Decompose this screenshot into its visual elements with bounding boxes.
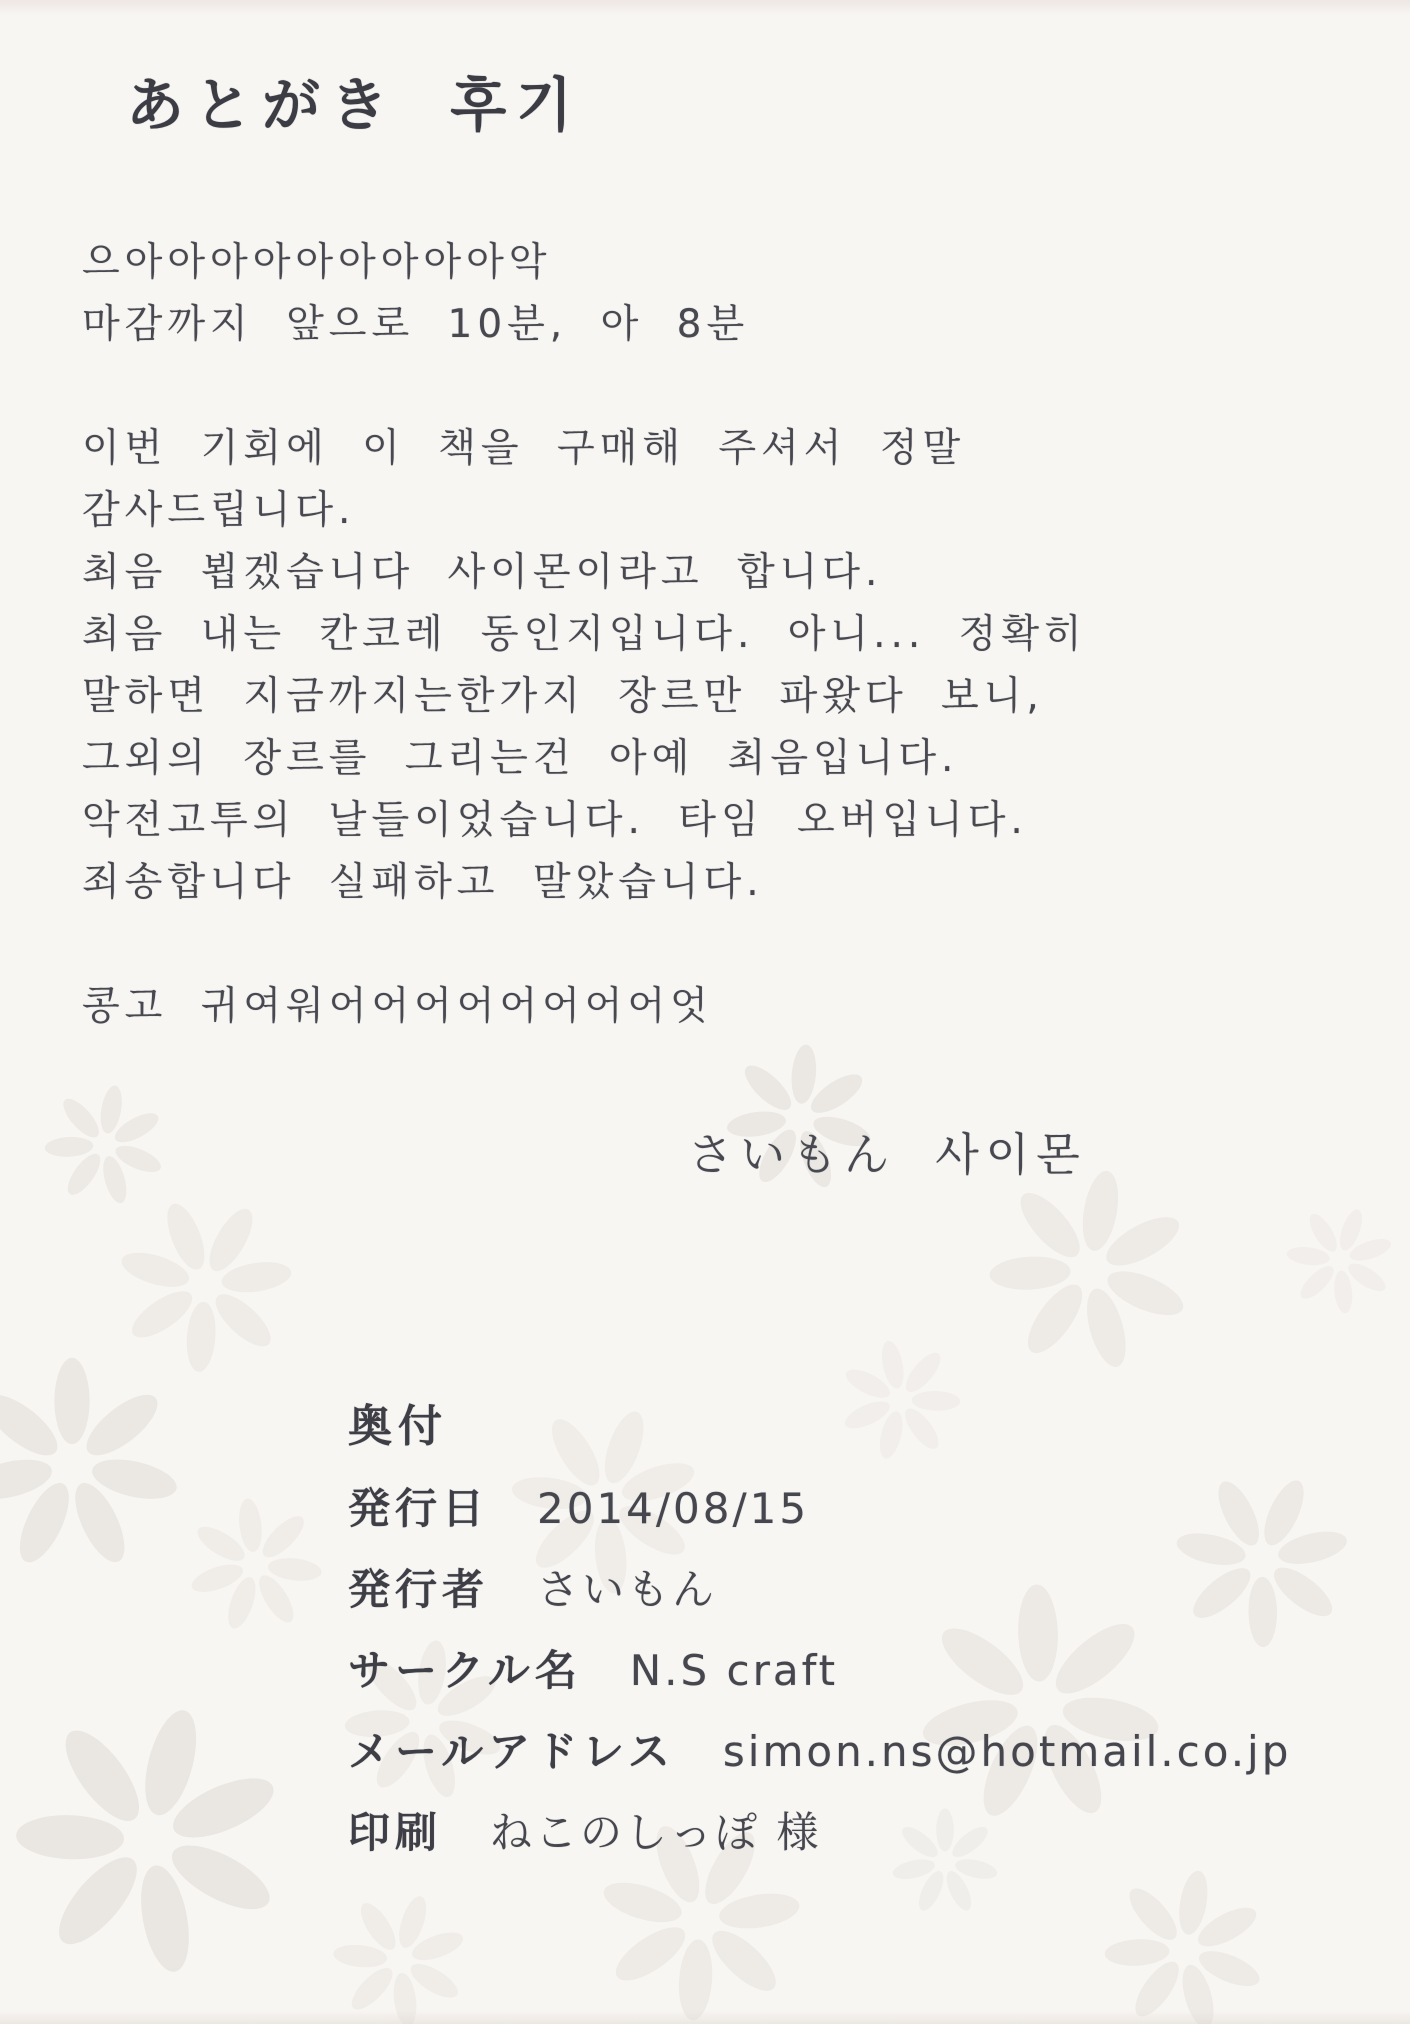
colophon-value: ねこのしっぽ 様 (490, 1808, 822, 1857)
colophon (348, 1386, 1291, 1873)
page-title: あとがき 후기 (126, 71, 583, 139)
colophon-heading: 奥付 (348, 1401, 448, 1452)
colophon-label: メールアドレス (348, 1727, 675, 1776)
scan-edge-top (0, 0, 1410, 16)
body-line: 최음 내는 칸코레 동인지입니다. 아니... 정확히 (82, 612, 1087, 657)
colophon-value: 2014/08/15 (537, 1484, 810, 1533)
body-line: 으아아아아아아아아아악 (82, 240, 552, 285)
body-line: 콩고 귀여워어어어어어어어어엇 (82, 984, 713, 1029)
colophon-label: サークル名 (348, 1646, 582, 1695)
colophon-row-email (348, 1711, 1291, 1792)
body-line: 최음 뵙겠습니다 사이몬이라고 합니다. (82, 550, 883, 595)
colophon-value: さいもん (537, 1565, 718, 1614)
body-line-blank (82, 914, 1342, 976)
body-line: 그외의 장르를 그리는건 아예 최음입니다. (82, 736, 959, 781)
scan-edge-bottom (0, 2010, 1410, 2024)
author-signature: さいもん 사이몬 (688, 1128, 1087, 1181)
colophon-label: 発行日 (348, 1484, 490, 1533)
colophon-label: 発行者 (348, 1565, 490, 1614)
body-line: 죄송합니다 실패하고 말았습니다. (82, 860, 764, 905)
colophon-label: 印刷 (348, 1808, 443, 1857)
colophon-row-printing (348, 1792, 1291, 1873)
body-line-blank (82, 356, 1342, 418)
colophon-row-publisher (348, 1549, 1291, 1630)
body-line: 악전고투의 날들이었습니다. 타임 오버입니다. (82, 798, 1028, 843)
body-line: 마감까지 앞으로 10분, 아 8분 (82, 302, 750, 347)
body-line: 감사드립니다. (82, 488, 356, 533)
colophon-row-circle-name (348, 1630, 1291, 1711)
body-line: 말하면 지금까지는한가지 장르만 파왔다 보니, (82, 674, 1044, 719)
colophon-row-publish-date (348, 1468, 1291, 1549)
afterword-body (82, 232, 1342, 1038)
colophon-value: N.S craft (629, 1646, 839, 1695)
colophon-value: simon.ns@hotmail.co.jp (722, 1727, 1292, 1776)
body-line: 이번 기회에 이 책을 구매해 주셔서 정말 (82, 426, 966, 471)
